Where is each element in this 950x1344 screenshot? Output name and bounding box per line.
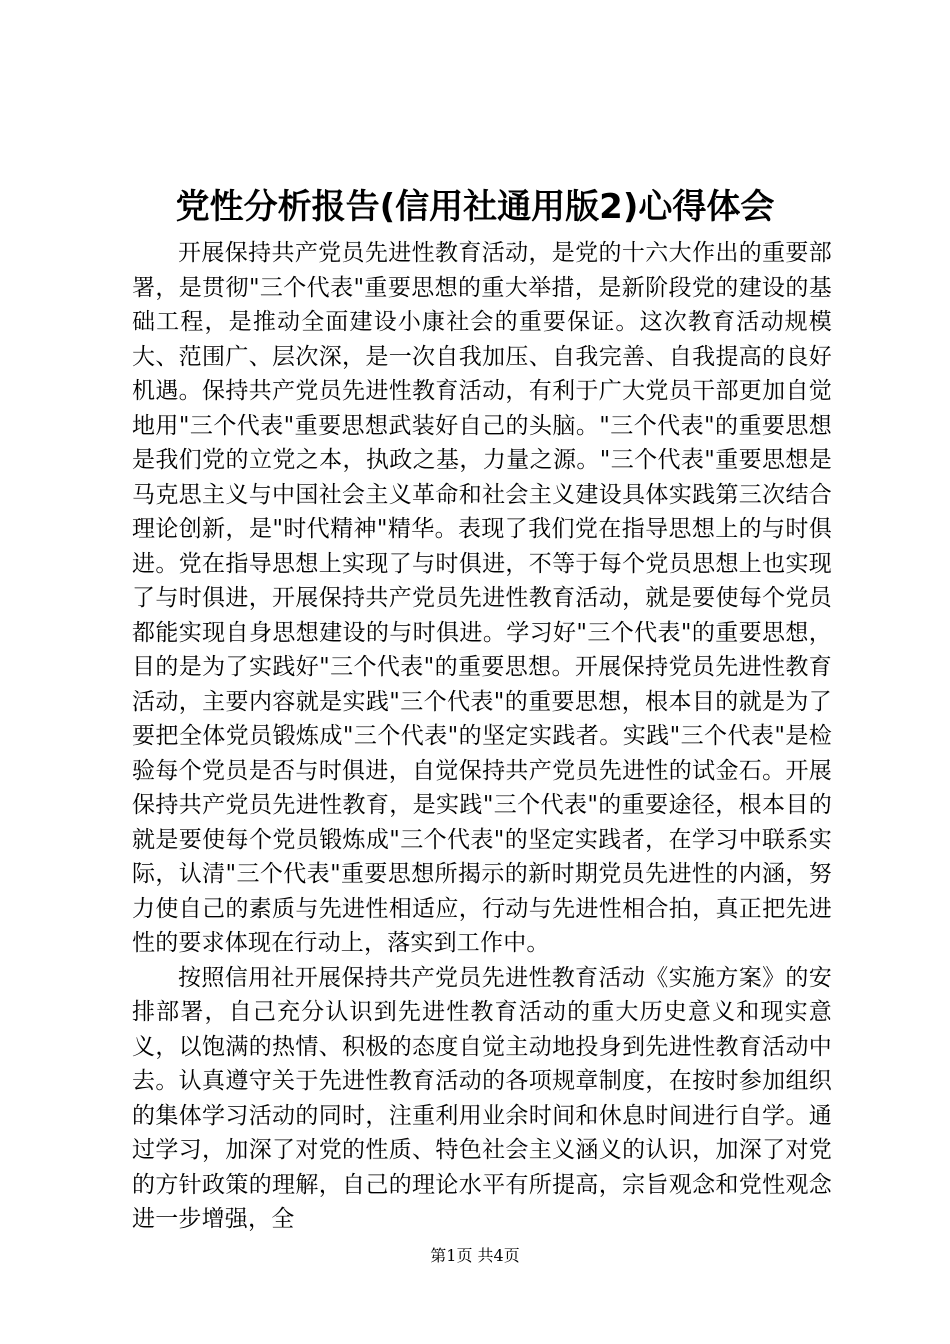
document-body bbox=[132, 236, 832, 1237]
paragraph-2: 按照信用社开展保持共产党员先进性教育活动《实施方案》的安排部署，自己充分认识到先进性教育活动的重大历史意义和现实意义，以饱满的热情、积极的态度自觉主动地投身到先进性教育活动中去。认真遵守关于先进性教育活动的各项规章制度，在按时参加组织的集体学习活动的同时，注重利用业余时间和休息时间进行自学。通过学习，加深了对党的性质、特色社会主义涵义的认识，加深了对党的方针政策的理解，自己的理论水平有所提高，宗旨观念和党性观念进一步增强，全 bbox=[132, 964, 832, 1232]
document-title: 党性分析报告(信用社通用版2)心得体会 bbox=[175, 187, 775, 227]
paragraph-1: 开展保持共产党员先进性教育活动，是党的十六大作出的重要部署，是贯彻"三个代表"重要思想的重大举措，是新阶段党的建设的基础工程，是推动全面建设小康社会的重要保证。这次教育活动规模大、范围广、层次深，是一次自我加压、自我完善、自我提高的良好机遇。保持共产党员先进性教育活动，有利于广大党员干部更加自觉地用"三个代表"重要思想武装好自己的头脑。"三个代表"的重要思想是我们党的立党之本，执政之基，力量之源。"三个代表"重要思想是马克思主义与中国社会主义革命和社会主义建设具体实践第三次结合理论创新，是"时代精神"精华。表现了我们党在指导思想上的与时俱进。党在指导思想上实现了与时俱进，不等于每个党员思想上也实现了与时俱进，开展保持共产党员先进性教育活动，就是要使每个党员都能实现自身思想建设的与时俱进。学习好"三个代表"的重要思想，目的是为了实践好"三个代表"的重要思想。开展保持党员先进性教育活动，主要内容就是实践"三个代表"的重要思想，根本目的就是为了要把全体党员锻炼成"三个代表"的坚定实践者。实践"三个代表"是检验每个党员是否与时俱进，自觉保持共产党员先进性的试金石。开展保持共产党员先进性教育，是实践"三个代表"的重要途径，根本目的就是要使每个党员锻炼成"三个代表"的坚定实践者，在学习中联系实际，认清"三个代表"重要思想所揭示的新时期党员先进性的内涵，努力使自己的素质与先进性相适应，行动与先进性相合拍，真正把先进性的要求体现在行动上，落实到工作中。 bbox=[132, 240, 832, 956]
page-number-footer: 第1页 共4页 bbox=[430, 1246, 520, 1265]
